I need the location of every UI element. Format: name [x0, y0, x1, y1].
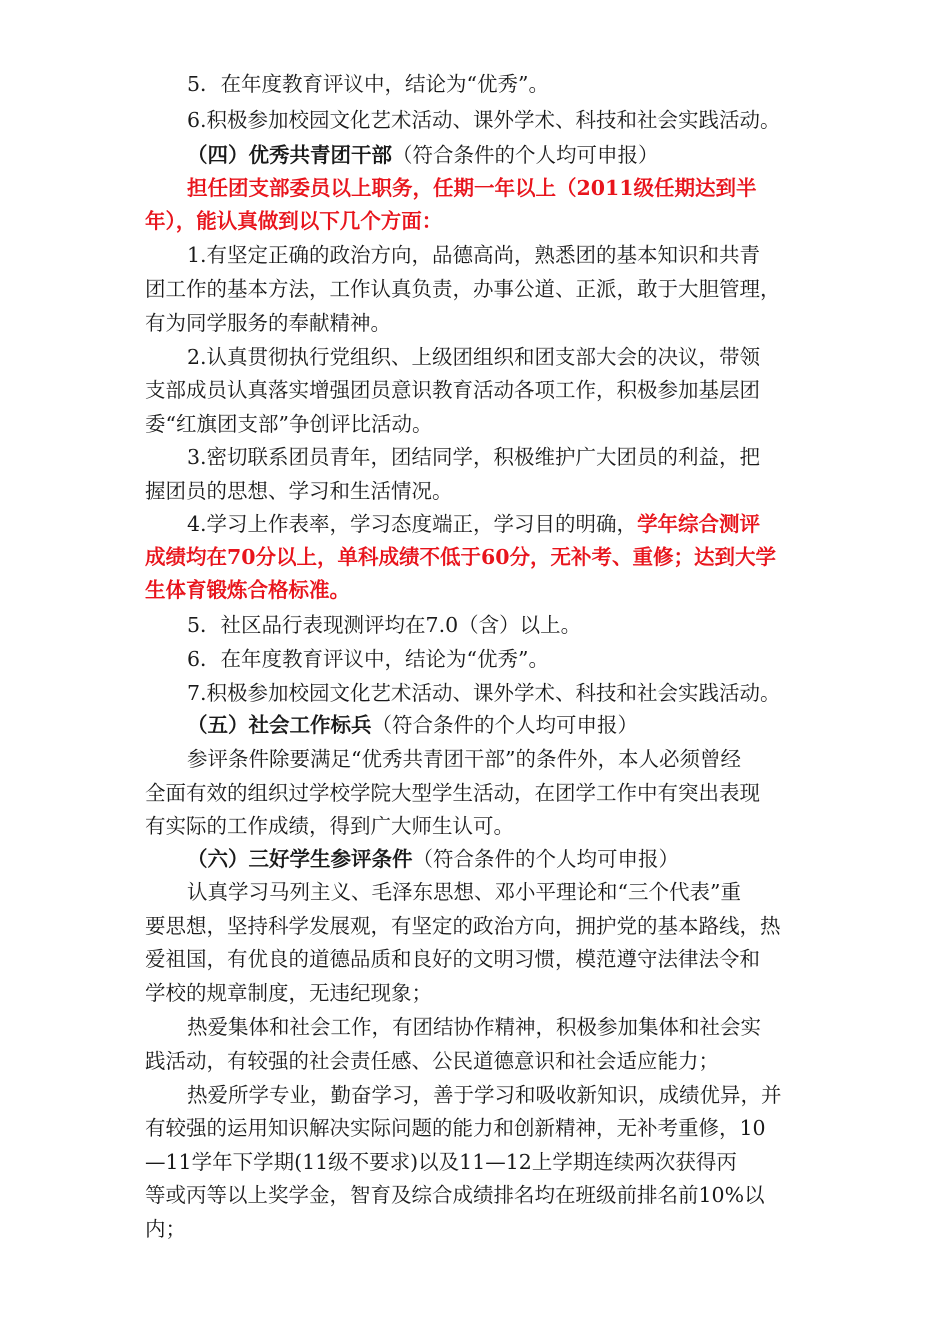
s4-requirement-line-2: 年），能认真做到以下几个方面：: [145, 209, 443, 233]
s4-item-2-line-1: 2.认真贯彻执行党组织、上级团组织和团支部大会的决议，带领: [187, 345, 761, 369]
s6-p2-line-2: 践活动，有较强的社会责任感、公民道德意识和社会适应能力；: [145, 1049, 719, 1073]
s6-p1-line-4: 学校的规章制度，无违纪现象；: [145, 981, 432, 1005]
s4-item-7: 7.积极参加校园文化艺术活动、课外学术、科技和社会实践活动。: [187, 681, 781, 705]
section-5-heading: [187, 709, 638, 741]
section-5-note: （符合条件的个人均可申报）: [371, 713, 638, 737]
s4-item-2-line-3: 委“红旗团支部”争创评比活动。: [145, 412, 433, 436]
s4-item-5: 5．社区品行表现测评均在7.0（含）以上。: [187, 613, 582, 637]
s4-item-4-line-3: 生体育锻炼合格标准。: [145, 578, 350, 602]
prev-item-5: 5．在年度教育评议中，结论为“优秀”。: [187, 72, 550, 96]
prev-item-6: 6.积极参加校园文化艺术活动、课外学术、科技和社会实践活动。: [187, 108, 781, 132]
s5-paragraph-line-3: 有实际的工作成绩，得到广大师生认可。: [145, 814, 514, 838]
section-4-title: （四）优秀共青团干部: [187, 143, 392, 167]
section-4-note: （符合条件的个人均可申报）: [392, 143, 659, 167]
s4-item-4-line-1: [187, 508, 760, 540]
s4-item-3-line-1: 3.密切联系团员青年，团结同学，积极维护广大团员的利益，把: [187, 445, 761, 469]
s5-paragraph-line-2: 全面有效的组织过学校学院大型学生活动，在团学工作中有突出表现: [145, 781, 760, 805]
s4-item-1-line-2: 团工作的基本方法，工作认真负责，办事公道、正派，敢于大胆管理，: [145, 277, 781, 301]
s4-item-4-line-2: 成绩均在70分以上，单科成绩不低于60分，无补考、重修；达到大学: [145, 545, 777, 569]
s4-item-4-highlight: 学年综合测评: [637, 512, 761, 536]
s6-p1-line-1: 认真学习马列主义、毛泽东思想、邓小平理论和“三个代表”重: [187, 880, 741, 904]
s4-item-2-line-2: 支部成员认真落实增强团员意识教育活动各项工作，积极参加基层团: [145, 378, 760, 402]
section-6-heading: [187, 843, 679, 875]
s6-p3-line-2: 有较强的运用知识解决实际问题的能力和创新精神，无补考重修，10: [145, 1116, 766, 1140]
section-6-title: （六）三好学生参评条件: [187, 847, 413, 871]
s6-p3-line-5: 内；: [145, 1217, 186, 1241]
s4-item-3-line-2: 握团员的思想、学习和生活情况。: [145, 479, 453, 503]
section-5-title: （五）社会工作标兵: [187, 713, 372, 737]
section-4-heading: [187, 139, 659, 171]
s4-requirement-line-1: 担任团支部委员以上职务，任期一年以上（2011级任期达到半: [187, 176, 757, 200]
s4-item-6: 6．在年度教育评议中，结论为“优秀”。: [187, 647, 550, 671]
s6-p3-line-1: 热爱所学专业，勤奋学习，善于学习和吸收新知识，成绩优异，并: [187, 1083, 782, 1107]
section-6-note: （符合条件的个人均可申报）: [412, 847, 679, 871]
s4-item-1-line-1: 1.有坚定正确的政治方向，品德高尚，熟悉团的基本知识和共青: [187, 243, 761, 267]
s5-paragraph-line-1: 参评条件除要满足“优秀共青团干部”的条件外，本人必须曾经: [187, 747, 741, 771]
s6-p3-line-4: 等或丙等以上奖学金，智育及综合成绩排名均在班级前排名前10%以: [145, 1183, 765, 1207]
s4-item-4-text: 4.学习上作表率，学习态度端正，学习目的明确，: [187, 512, 638, 536]
s6-p1-line-3: 爱祖国，有优良的道德品质和良好的文明习惯，模范遵守法律法令和: [145, 947, 760, 971]
s4-item-1-line-3: 有为同学服务的奉献精神。: [145, 311, 391, 335]
s6-p2-line-1: 热爱集体和社会工作，有团结协作精神，积极参加集体和社会实: [187, 1015, 761, 1039]
s6-p1-line-2: 要思想，坚持科学发展观，有坚定的政治方向，拥护党的基本路线，热: [145, 914, 781, 938]
s6-p3-line-3: —11学年下学期(11级不要求)以及11—12上学期连续两次获得丙: [145, 1150, 737, 1174]
